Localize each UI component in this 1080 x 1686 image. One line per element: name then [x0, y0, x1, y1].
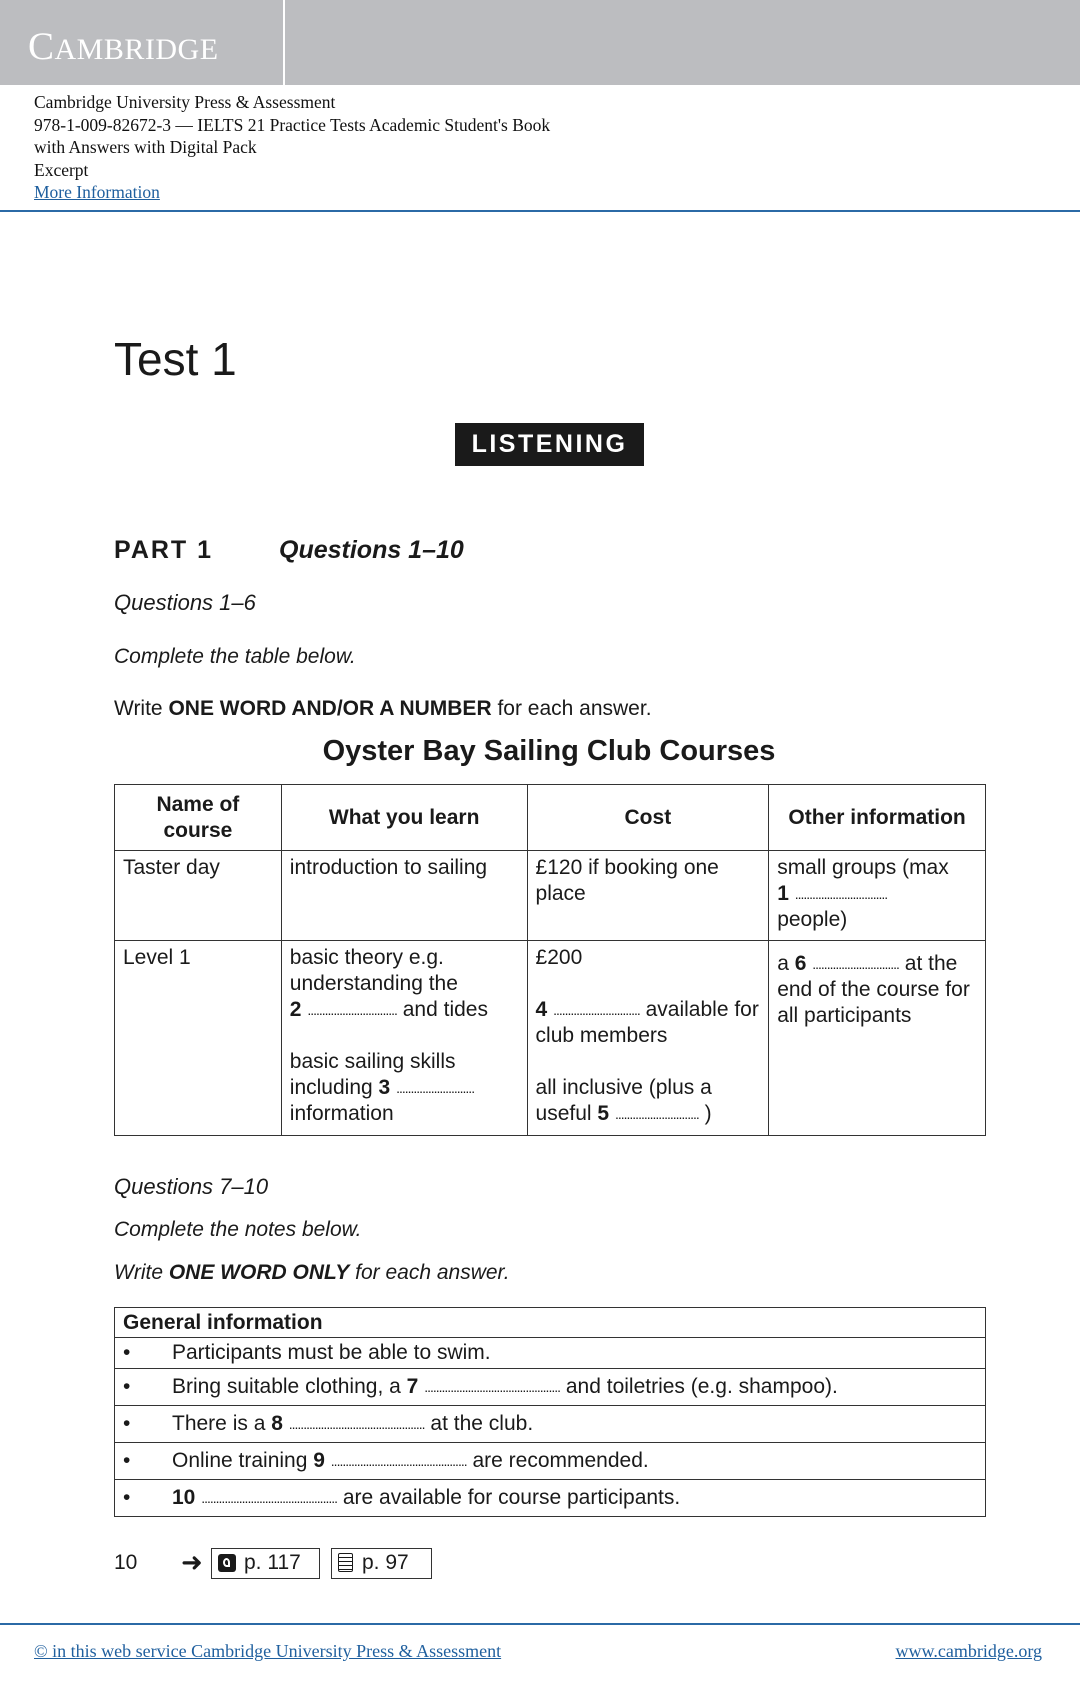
answer-blank-7: ............................................... [424, 1379, 561, 1395]
notes-format-instruction: Write ONE WORD ONLY for each answer. [114, 1261, 510, 1284]
header-what-you-learn: What you learn [281, 785, 527, 851]
page-number: 10 [114, 1551, 138, 1574]
website-link[interactable]: www.cambridge.org [895, 1641, 1042, 1661]
bullet: • [123, 1375, 131, 1398]
answer-blank-5: ............................. [614, 1106, 699, 1122]
copyright-link[interactable]: © in this web service Cambridge University Press & Assessment [34, 1641, 502, 1661]
question-number-4: 4 [535, 998, 548, 1021]
part-questions: Questions 1–10 [279, 536, 464, 564]
table-row [115, 851, 986, 941]
audioscript-icon [218, 1554, 236, 1572]
more-information-link[interactable]: More Information [34, 182, 160, 202]
isbn-title: 978-1-009-82672-3 — IELTS 21 Practice Tests Academic Student's Book [34, 114, 551, 135]
part-heading [114, 536, 464, 565]
table-title: Oyster Bay Sailing Club Courses [322, 735, 776, 767]
answer-blank-10: ............................................... [201, 1490, 338, 1506]
header-cost: Cost [527, 785, 769, 851]
table-header-row [115, 785, 986, 851]
answer-key-icon [338, 1553, 353, 1572]
questions-7-10-heading: Questions 7–10 [114, 1174, 269, 1199]
list-item: • Online training 9 ............................................... are recommended. [115, 1443, 985, 1480]
cell-other: small groups (max 1 ................................ people) [769, 851, 986, 941]
list-item: • 10 ............................................... are available for course participants. [115, 1480, 985, 1516]
header-name-of-course: Name of course [115, 785, 282, 851]
list-item: • There is a 8 ............................................... at the club. [115, 1406, 985, 1443]
header-divider [0, 210, 1080, 212]
logo-box [0, 0, 285, 85]
publisher: Cambridge University Press & Assessment [34, 92, 336, 112]
notes-instruction: Complete the notes below. [114, 1218, 362, 1241]
footer-divider [0, 1623, 1080, 1625]
question-number-3: 3 [378, 1076, 391, 1099]
general-information-notes [114, 1307, 986, 1517]
header-bar [0, 0, 1080, 85]
answer-blank-8: ............................................... [288, 1416, 425, 1432]
question-number-6: 6 [794, 952, 807, 975]
cambridge-logo: CAMBRIDGE [28, 25, 219, 68]
answer-format-instruction: Write ONE WORD AND/OR A NUMBER for each answer. [114, 697, 652, 720]
questions-1-6-heading: Questions 1–6 [114, 590, 256, 615]
question-number-8: 8 [271, 1412, 283, 1435]
list-item: • Bring suitable clothing, a 7 ............................................... and toiletries (e.g. shampoo). [115, 1369, 985, 1406]
book-meta [34, 91, 550, 204]
test-title: Test 1 [114, 333, 237, 385]
bullet: • [123, 1449, 131, 1472]
bullet: • [123, 1412, 131, 1435]
header-other-information: Other information [769, 785, 986, 851]
question-number-10: 10 [172, 1486, 196, 1509]
audioscript-reference: p. 117 [211, 1548, 320, 1579]
cell-cost: £120 if booking one place [527, 851, 769, 941]
question-number-5: 5 [597, 1102, 610, 1125]
table-instruction: Complete the table below. [114, 645, 356, 668]
cell-learn: basic theory e.g. understanding the 2 ............................... and tides basic sailing skills including 3 ........................... information [281, 941, 527, 1136]
question-number-7: 7 [406, 1375, 419, 1398]
courses-table [114, 784, 986, 1136]
answer-blank-4: .............................. [553, 1002, 640, 1018]
question-number-9: 9 [313, 1449, 325, 1472]
section-label: LISTENING [455, 423, 644, 466]
bullet: • [123, 1341, 131, 1364]
notes-title: General information [115, 1308, 985, 1338]
answer-blank-3: ........................... [396, 1080, 475, 1096]
cell-course-name: Taster day [115, 851, 282, 941]
question-number-1: 1 [777, 882, 789, 905]
answer-key-reference: p. 97 [331, 1548, 432, 1579]
answer-blank-2: ............................... [307, 1002, 397, 1018]
list-item: • Participants must be able to swim. [115, 1338, 985, 1369]
bullet: • [123, 1486, 131, 1509]
answer-blank-1: ................................ [794, 886, 888, 902]
cell-learn: introduction to sailing [281, 851, 527, 941]
cell-cost: £200 4 .............................. available for club members all inclusive (plus a useful 5 ............................. ) [527, 941, 769, 1136]
arrow-right-icon: ➜ [181, 1547, 203, 1577]
isbn-title-cont: with Answers with Digital Pack [34, 137, 257, 157]
excerpt-label: Excerpt [34, 159, 89, 180]
cell-other: a 6 .............................. at the end of the course for all participants [769, 941, 986, 1136]
cell-course-name: Level 1 [115, 941, 282, 1136]
question-number-2: 2 [289, 998, 302, 1021]
part-label: PART 1 [114, 536, 214, 564]
table-row [115, 941, 986, 1136]
answer-blank-6: .............................. [812, 956, 899, 972]
answer-blank-9: ............................................... [330, 1453, 467, 1469]
